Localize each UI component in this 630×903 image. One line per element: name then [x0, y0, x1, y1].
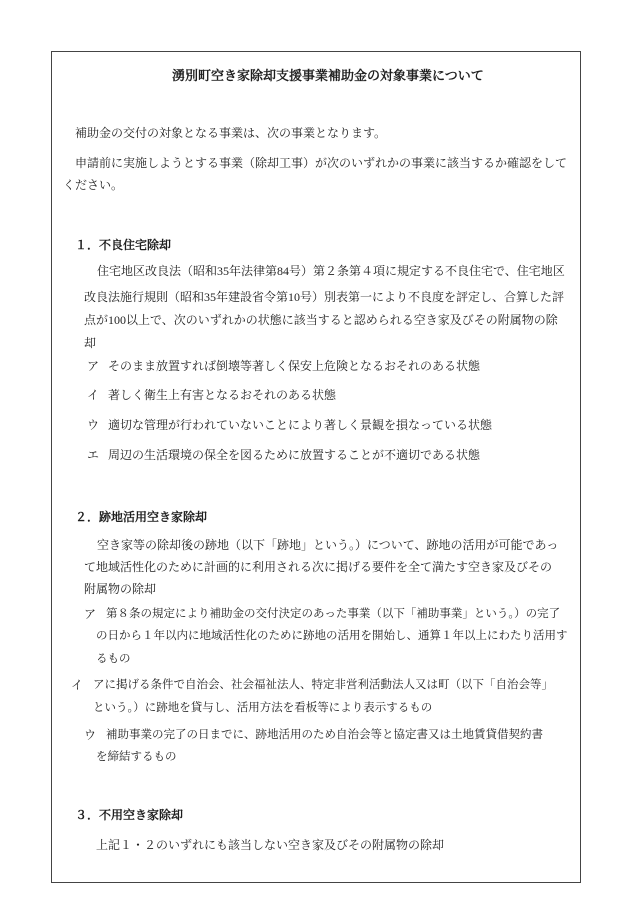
item-marker: ウ [84, 728, 97, 742]
section-1-body-line: 住宅地区改良法（昭和35年法律第84号）第２条第４項に規定する不良住宅で、住宅地区 [97, 264, 565, 278]
item-text-line: そのまま放置すれば倒壊等著しく保安上危険となるおそれのある状態 [108, 359, 481, 373]
section-1-body-line: 却 [84, 336, 97, 350]
section-3-heading: ３．不用空き家除却 [75, 808, 184, 822]
section-2-heading: ２．跡地活用空き家除却 [75, 510, 208, 524]
item-text-line: という。）に跡地を貸与し、活用方法を看板等により表示するもの [93, 702, 433, 714]
item-marker: イ [87, 388, 100, 402]
intro-paragraph-1-line: 補助金の交付の対象となる事業は、次の事業となります。 [75, 126, 387, 140]
section-1-heading: １．不良住宅除却 [75, 238, 172, 252]
item-marker: ウ [87, 418, 100, 432]
item-text-line: るもの [96, 653, 131, 665]
section-3-body-line: 上記１・２のいずれにも該当しない空き家及びその附属物の除却 [96, 838, 445, 852]
page-title: 湧別町空き家除却支援事業補助金の対象事業について [172, 68, 484, 83]
intro-paragraph-2-line: ください。 [63, 178, 124, 192]
section-2-body-line: て地域活性化のために計画的に利用される次に掲げる要件を全て満たす空き家及びその [84, 560, 553, 574]
item-marker: ア [84, 607, 97, 621]
section-2-body-line: 附属物の除却 [84, 582, 157, 596]
item-marker: イ [71, 678, 84, 692]
item-text-line: 補助事業の完了の日までに、跡地活用のため自治会等と協定書又は土地賃貸借契約書 [106, 729, 543, 741]
item-text-line: を締結するもの [96, 751, 177, 763]
section-1-body-line: 点が100以上で、次のいずれかの状態に該当すると認められる空き家及びその附属物の除 [84, 313, 558, 327]
item-text-line: 著しく衛生上有害となるおそれのある状態 [108, 388, 337, 402]
item-text-line: アに掲げる条件で自治会、社会福祉法人、特定非営利活動法人又は町（以下「自治会等」 [93, 679, 553, 691]
section-2-body-line: 空き家等の除却後の跡地（以下「跡地」という。）について、跡地の活用が可能であっ [97, 538, 559, 552]
item-marker: ア [87, 359, 100, 373]
intro-paragraph-2-line: 申請前に実施しようとする事業（除却工事）が次のいずれかの事業に該当するか確認をして [75, 156, 568, 170]
item-text-line: 適切な管理が行われていないことにより著しく景観を損なっている状態 [108, 418, 493, 432]
item-text-line: 第８条の規定により補助金の交付決定のあった事業（以下「補助事業」という。）の完了 [106, 608, 561, 620]
item-text-line: の日から１年以内に地域活性化のために跡地の活用を開始し、通算１年以上にわたり活用す [96, 630, 568, 642]
section-1-body-line: 改良法施行規則（昭和35年建設省令第10号）別表第一により不良度を評定し、合算した評 [84, 290, 565, 304]
item-marker: エ [87, 448, 100, 462]
item-text-line: 周辺の生活環境の保全を図るために放置することが不適切である状態 [108, 448, 481, 462]
